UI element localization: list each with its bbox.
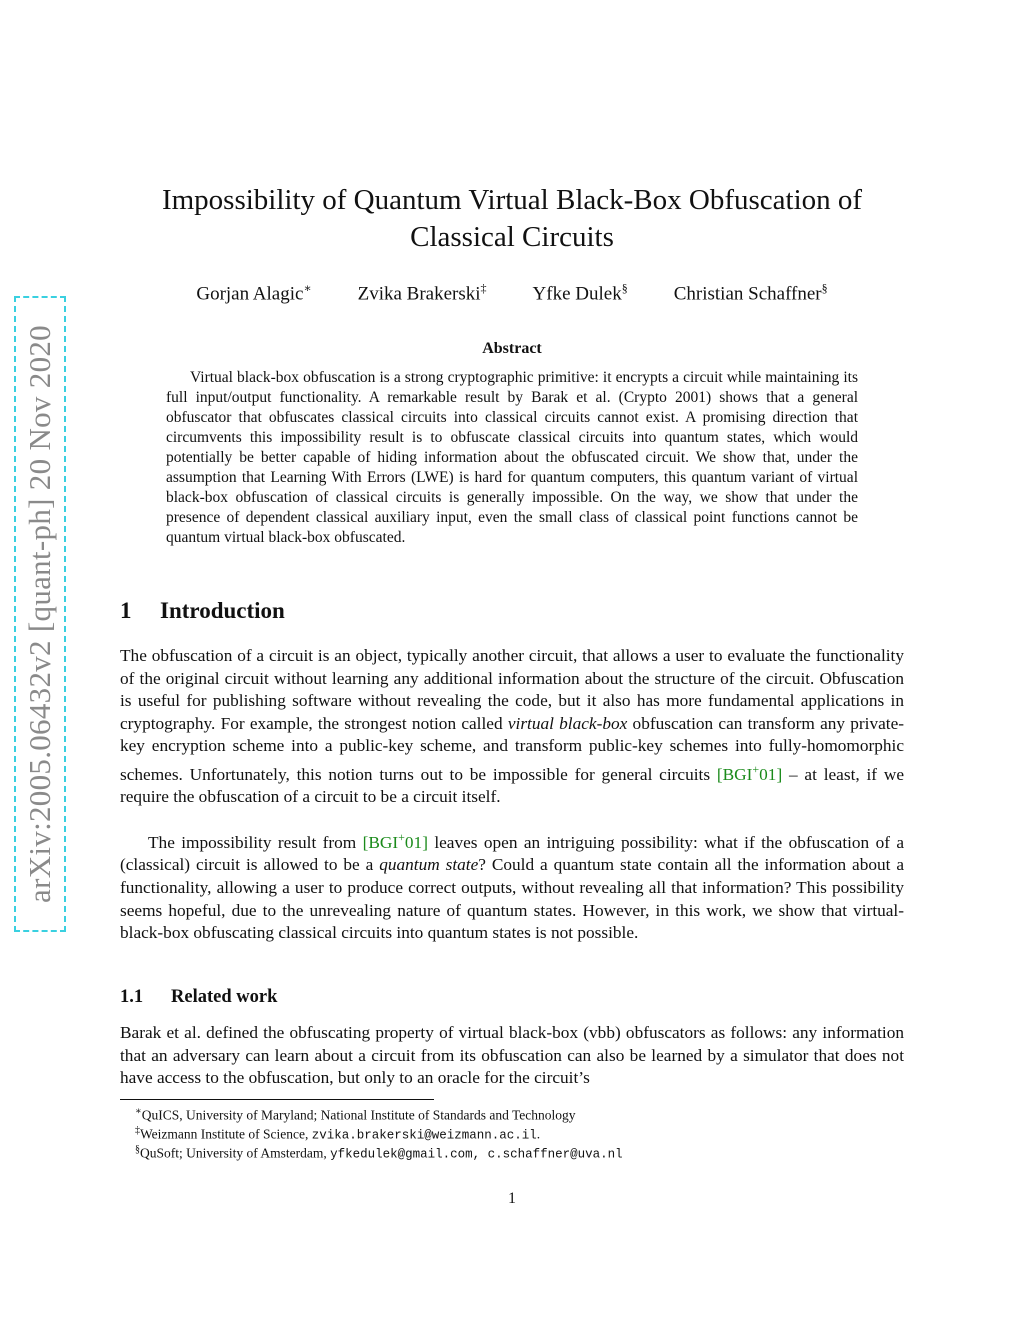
author: Yfke Dulek§: [532, 281, 628, 305]
section-title: Introduction: [160, 598, 285, 623]
author: Zvika Brakerski‡: [357, 281, 487, 305]
intro-paragraph-1: The obfuscation of a circuit is an object, typically another circuit, that allows a user to evaluate the functionality of the original circuit without learning any additional information about the structure of the circuit. Obfuscation is useful for publishing software without revealing the code, but it also has more fundamental applications in cryptography. For example, the strongest notion called virtual black-box obfuscation can transform any private-key encryption scheme into a public-key scheme, and transform public-key schemes into fully-homomorphic schemes. Unfortunately, this notion turns out to be impossible for general circuits [BGI+01] – at least, if we require the obfuscation of a circuit to be a circuit itself.: [120, 646, 905, 807]
subsection-heading-related-work: [120, 987, 277, 1008]
footnote: ‡Weizmann Institute of Science, zvika.brakerski@weizmann.ac.il.: [135, 1125, 541, 1143]
arxiv-identifier-text: arXiv:2005.06432v2 [quant-ph] 20 Nov 2020: [22, 325, 57, 903]
footnote-rule: [120, 1099, 434, 1100]
citation-link[interactable]: [BGI+01]: [716, 761, 783, 784]
page-number: 1: [508, 1190, 516, 1207]
section-number: 1: [120, 598, 132, 623]
arxiv-identifier-stamp: [14, 296, 66, 932]
author: Christian Schaffner§: [673, 281, 828, 305]
title-line-2: Classical Circuits: [410, 221, 614, 253]
citation-link[interactable]: [BGI+01]: [362, 830, 428, 852]
footnote: §QuSoft; University of Amsterdam, yfkedulek@gmail.com, c.schaffner@uva.nl: [135, 1144, 623, 1162]
intro-paragraph-2: The impossibility result from [BGI+01] leaves open an intriguing possibility: what if the obfuscation of a (classical) circuit is allowed to be a quantum state? Could a quantum state contain all the information about a functionality, allowing a user to produce correct outputs, without revealing all that information? This possibility seems hopeful, due to the unrevealing nature of quantum states. However, in this work, we show that virtual-black-box obfuscating classical circuits into quantum states is not possible.: [120, 830, 904, 943]
related-work-paragraph: Barak et al. defined the obfuscating property of virtual black-box (vbb) obfuscators as follows: any information that an adversary can learn about a circuit from its obfuscation can also be learned by a simulator that does not have access to the obfuscation, but only to an oracle for the circuit’s: [120, 1023, 904, 1088]
footnote: ∗QuICS, University of Maryland; National Institute of Standards and Technology: [135, 1106, 576, 1123]
abstract-heading: Abstract: [482, 340, 542, 357]
paper-title: [120, 182, 904, 256]
section-heading-introduction: [120, 598, 285, 624]
footnote-email[interactable]: yfkedulek@gmail.com, c.schaffner@uva.nl: [330, 1147, 623, 1162]
subsection-number: 1.1: [120, 987, 144, 1007]
subsection-title: Related work: [171, 987, 278, 1007]
author: Gorjan Alagic∗: [196, 281, 312, 305]
abstract-text: Virtual black-box obfuscation is a strong cryptographic primitive: it encrypts a circuit while maintaining its full input/output functionality. A remarkable result by Barak et al. (Crypto 2001) shows that a general obfuscator that obfuscates classical circuits into classical circuits cannot exist. A promising direction that circumvents this impossibility result is to obfuscate classical circuits into quantum states, which would potentially be better capable of hiding information about the obfuscated circuit. We show that, under the assumption that Learning With Errors (LWE) is hard for quantum computers, this quantum variant of virtual black-box obfuscation of classical circuits is generally impossible. On the way, we show that under the presence of dependent classical auxiliary input, even the small class of classical point functions cannot be quantum virtual black-box obfuscated.: [166, 369, 858, 546]
title-line-1: Impossibility of Quantum Virtual Black-Box Obfuscation of: [161, 184, 863, 216]
author-list: [120, 281, 904, 305]
footnote-email[interactable]: zvika.brakerski@weizmann.ac.il: [311, 1128, 537, 1143]
